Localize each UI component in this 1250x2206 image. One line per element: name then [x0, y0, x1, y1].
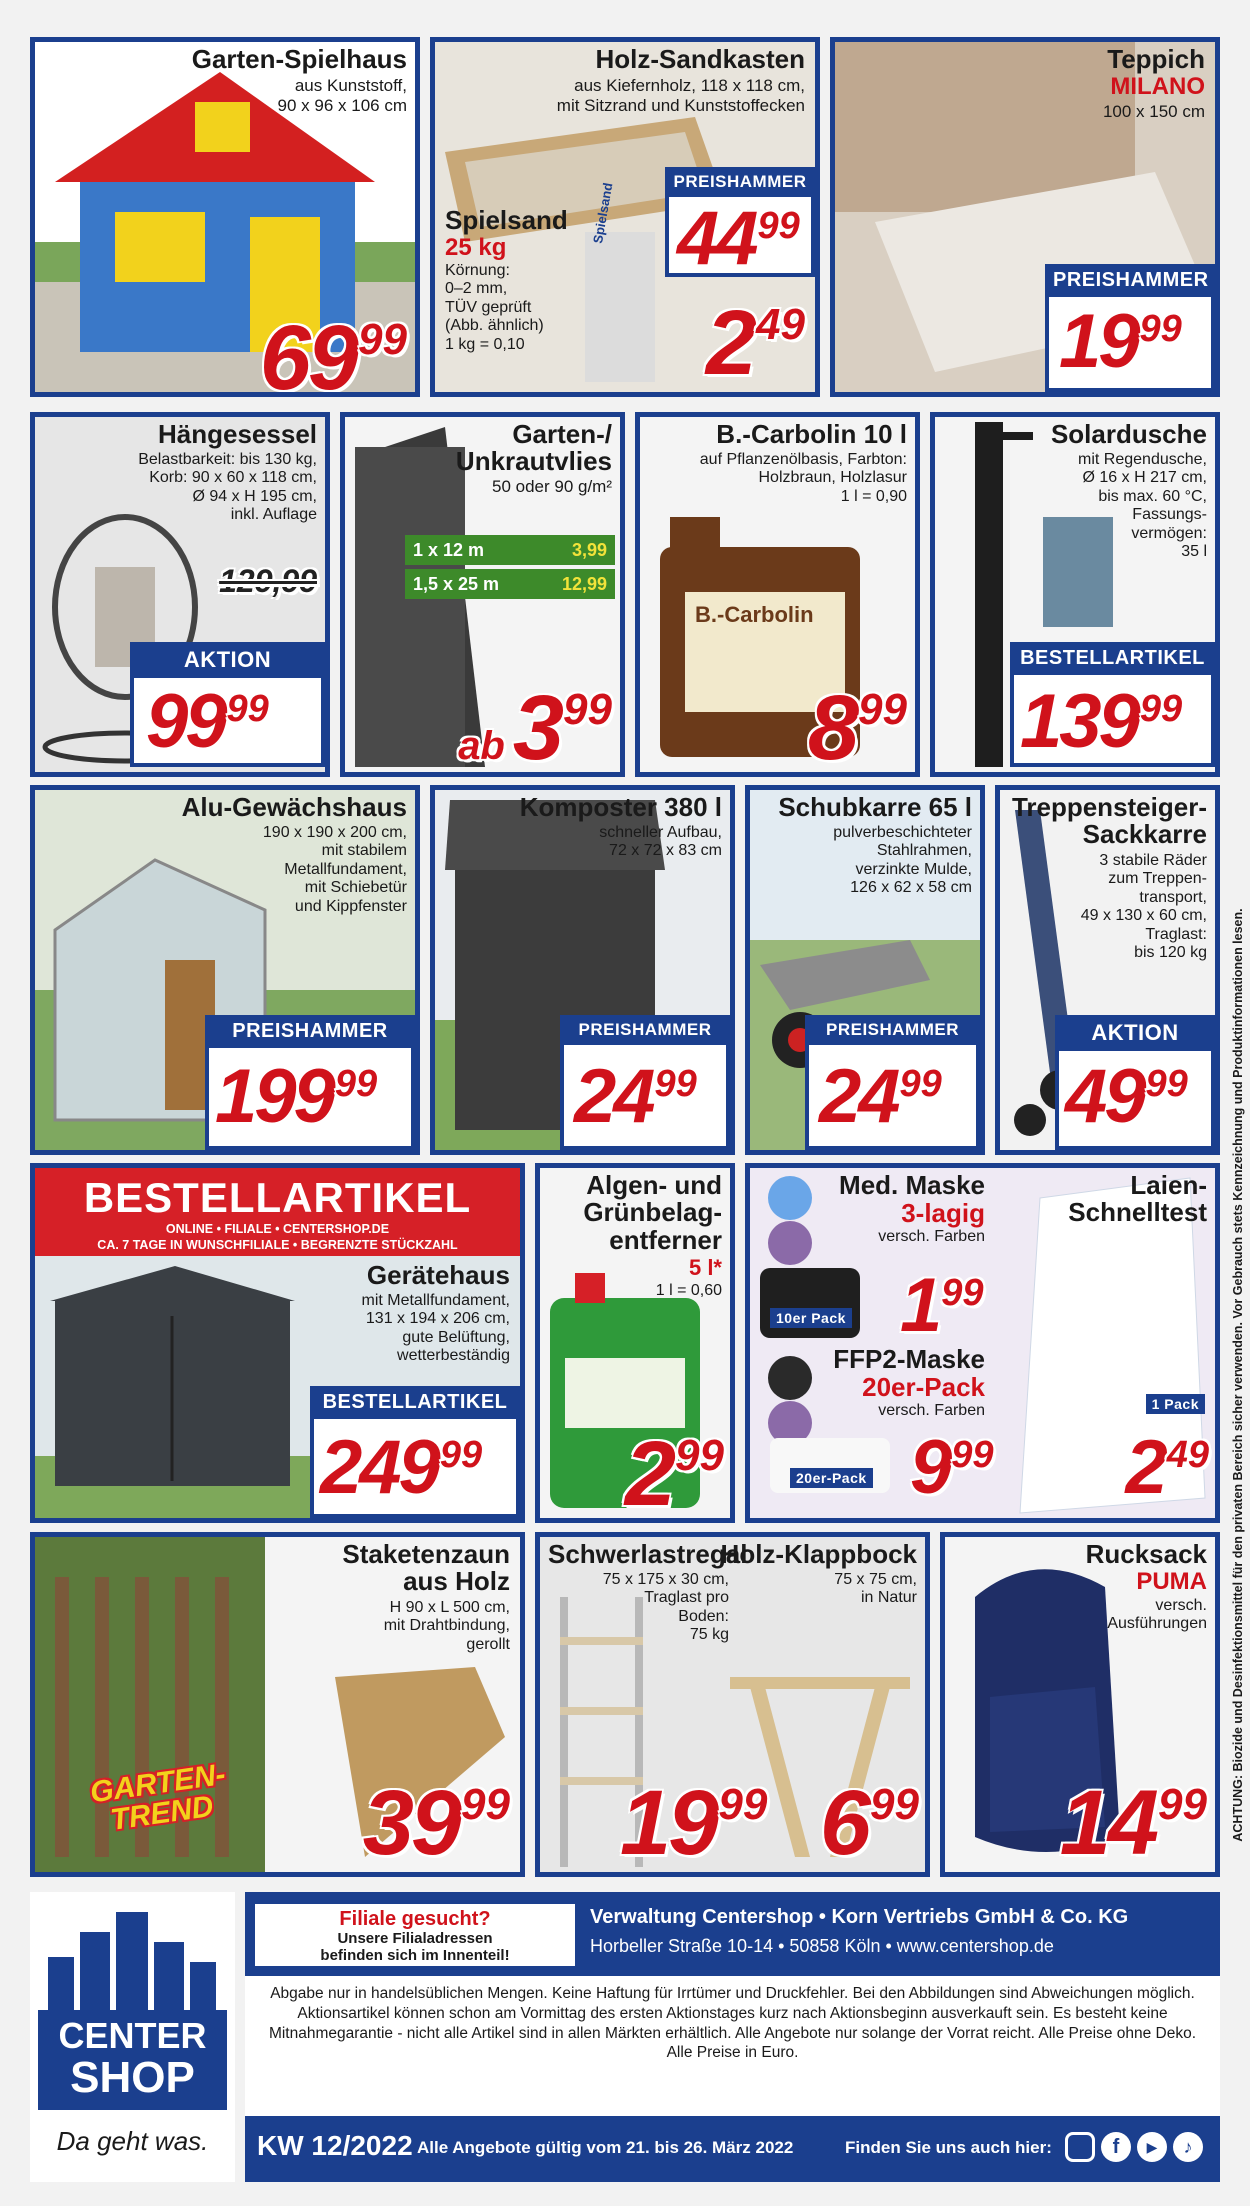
rucksack-brand: PUMA [1136, 1568, 1207, 1595]
solardusche-title: Solardusche [1050, 419, 1207, 449]
carbolin-desc: auf Pflanzenölbasis, Farbton: Holzbraun, Holzlasur 1 l = 0,90 [699, 451, 907, 505]
product-spielhaus[interactable] [30, 37, 420, 397]
schubkarre-badge: PREISHAMMER [805, 1015, 980, 1045]
sandkasten-badge: PREISHAMMER [665, 167, 815, 197]
maske-desc: versch. Farben [878, 1228, 985, 1245]
unkrautvlies-title: Garten-/ Unkrautvlies [455, 419, 612, 477]
schnelltest-pack: 1 Pack [1146, 1394, 1205, 1414]
product-haengesessel[interactable] [30, 412, 330, 777]
legal-text: Abgabe nur in handelsüblichen Mengen. Keine Haftung für Irrtümer und Druckfehler. Bei den Abbildungen sind Abweichungen möglich. Aktionsartikel können schon am Vormittag des ersten Aktionstages kurz nach Aktionsbeginn ausverkauft sein. Es besteht keine Mitnahmegarantie - nicht alle Artikel sind in allen Märkten erhältlich. Alle Angebote nur solange der Vorrat reicht. Alle Preise ohne Deko. Alle Preise in Euro. [245, 1976, 1220, 2116]
product-regal-klappbock[interactable] [535, 1532, 930, 1877]
facebook-icon[interactable]: f [1101, 2132, 1131, 2162]
regal-desc: 75 x 175 x 30 cm, Traglast pro Boden: 75 kg [602, 1571, 729, 1644]
geraetehaus-badge: BESTELLARTIKEL [310, 1386, 520, 1419]
spielsand-price: 249 [705, 292, 805, 394]
haengesessel-badge: AKTION [130, 642, 325, 678]
product-algen[interactable] [535, 1163, 735, 1523]
side-disclaimer-text: ACHTUNG: Biozide und Desinfektionsmittel für den privaten Bereich sicher verwenden. Vor Gebrauch stets Kennzeichnung und Produktinformationen lesen. [1231, 908, 1245, 1842]
side-disclaimer [1228, 600, 1248, 2150]
filiale-box[interactable] [255, 1904, 575, 1966]
spielsand-title: Spielsand [445, 205, 568, 235]
product-masken[interactable] [745, 1163, 1220, 1523]
spielsand-bag-label: Spielsand [590, 181, 616, 245]
ffp2-pack: 20er-Pack [790, 1468, 873, 1488]
teppich-desc: 100 x 150 cm [1102, 102, 1205, 121]
unkrautvlies-desc: 50 oder 90 g/m² [491, 477, 612, 496]
schubkarre-title: Schubkarre 65 l [778, 792, 972, 822]
carbolin-price: 899 [807, 677, 907, 777]
komposter-badge: PREISHAMMER [560, 1015, 730, 1045]
address-line: Horbeller Straße 10-14 • 50858 Köln • www.centershop.de [590, 1936, 1054, 1956]
carbolin-can-label: B.-Carbolin [695, 602, 814, 627]
teppich-pricebox [1045, 264, 1215, 392]
product-sackkarre[interactable] [995, 785, 1220, 1155]
algen-price: 299 [624, 1423, 724, 1523]
ffp2-pack-title: 20er-Pack [862, 1372, 985, 1402]
komposter-pricebox [560, 1015, 730, 1150]
rucksack-desc: versch. Ausführungen [1107, 1597, 1207, 1633]
gewaechshaus-title: Alu-Gewächshaus [181, 792, 407, 822]
haengesessel-pricebox [130, 642, 325, 767]
product-gewaechshaus[interactable] [30, 785, 420, 1155]
filiale-title: Filiale gesucht? [339, 1908, 491, 1930]
logo-line1: CENTER [58, 2015, 207, 2056]
geraetehaus-pricebox [310, 1386, 520, 1518]
centershop-logo-skyline-icon [30, 1902, 235, 2022]
teppich-title: Teppich [1107, 44, 1205, 74]
algen-desc: 1 l = 0,60 [655, 1282, 722, 1299]
validity: Alle Angebote gültig vom 21. bis 26. März 2022 [417, 2138, 794, 2157]
centershop-logo [38, 2010, 227, 2110]
staketenzaun-desc: H 90 x L 500 cm, mit Drahtbindung, gerollt [383, 1599, 510, 1653]
footer-info [245, 1892, 1220, 2182]
youtube-icon[interactable]: ▶ [1137, 2132, 1167, 2162]
haengesessel-old-price: 129,99 [219, 563, 317, 599]
teppich-badge: PREISHAMMER [1045, 264, 1215, 297]
schubkarre-pricebox [805, 1015, 980, 1150]
filiale-text: Unsere Filialadressen befinden sich im Innenteil! [320, 1930, 510, 1964]
spielhaus-price: 6999 [259, 307, 407, 397]
geraetehaus-header [35, 1168, 520, 1256]
teppich-price: 1999 [1059, 299, 1182, 384]
rucksack-title: Rucksack [1085, 1539, 1207, 1569]
solardusche-price: 13999 [1020, 679, 1183, 764]
sackkarre-title: Treppensteiger- Sackkarre [1011, 792, 1207, 850]
schubkarre-desc: pulverbeschichteter Stahlrahmen, verzinkte Mulde, 126 x 62 x 58 cm [833, 824, 972, 897]
sandkasten-pricebox [665, 167, 815, 281]
footer-logo-area [30, 1892, 235, 2182]
solardusche-badge: BESTELLARTIKEL [1010, 642, 1215, 675]
unkrautvlies-price: ab399 [458, 677, 612, 777]
haengesessel-title: Hängesessel [158, 419, 317, 449]
garten-trend-stamp: GARTEN- TREND [88, 1757, 228, 1837]
company-line: Verwaltung Centershop • Korn Vertriebs GmbH & Co. KG [590, 1906, 1129, 1928]
ffp2-desc: versch. Farben [878, 1402, 985, 1419]
algen-title: Algen- und Grünbelag- entferner [583, 1170, 722, 1255]
algen-volume: 5 l* [688, 1255, 722, 1280]
gewaechshaus-pricebox [205, 1015, 415, 1150]
product-rucksack[interactable] [940, 1532, 1220, 1877]
carbolin-title: B.-Carbolin 10 l [716, 419, 907, 449]
slogan: Da geht was. [56, 2126, 209, 2156]
klappbock-desc: 75 x 75 cm, in Natur [834, 1571, 917, 1607]
solardusche-pricebox [1010, 642, 1215, 767]
gewaechshaus-badge: PREISHAMMER [205, 1015, 415, 1048]
unkrautvlies-size-2: 1,5 x 25 m 12,99 [405, 569, 615, 599]
staketenzaun-price: 3999 [362, 1772, 510, 1874]
komposter-title: Komposter 380 l [519, 792, 722, 822]
geraetehaus-header-sub: ONLINE • FILIALE • CENTERSHOP.DE CA. 7 TAGE IN WUNSCHFILIALE • BEGRENZTE STÜCKZAHL [97, 1222, 458, 1252]
product-carbolin[interactable] [635, 412, 920, 777]
klappbock-price: 699 [819, 1772, 919, 1874]
product-staketenzaun[interactable] [30, 1532, 525, 1877]
schnelltest-price: 249 [1125, 1425, 1209, 1510]
komposter-price: 2499 [574, 1054, 697, 1139]
unkrautvlies-size-1: 1 x 12 m 3,99 [405, 535, 615, 565]
sackkarre-desc: 3 stabile Räder zum Treppen- transport, 49 x 130 x 60 cm, Traglast: bis 120 kg [1080, 852, 1207, 961]
product-unkrautvlies[interactable] [340, 412, 625, 777]
regal-title: Schwerlastregal [548, 1539, 748, 1569]
product-komposter[interactable] [430, 785, 735, 1155]
product-geraetehaus[interactable] [30, 1163, 525, 1523]
geraetehaus-desc: mit Metallfundament, 131 x 194 x 206 cm, gute Belüftung, wetterbeständig [361, 1292, 510, 1365]
sandkasten-price: 4499 [677, 196, 800, 281]
sackkarre-badge: AKTION [1055, 1015, 1215, 1051]
haengesessel-price: 9999 [146, 679, 269, 764]
product-sandkasten[interactable] [430, 37, 820, 397]
product-schubkarre[interactable] [745, 785, 985, 1155]
geraetehaus-price: 24999 [320, 1425, 483, 1510]
solardusche-desc: mit Regendusche, Ø 16 x H 217 cm, bis max. 60 °C, Fassungs- vermögen: 35 l [1078, 451, 1207, 560]
geraetehaus-header-title: BESTELLARTIKEL [83, 1174, 472, 1221]
maske-title: Med. Maske [839, 1170, 985, 1200]
instagram-icon[interactable] [1065, 2132, 1095, 2162]
tiktok-icon[interactable]: ♪ [1173, 2132, 1203, 2162]
sandkasten-title: Holz-Sandkasten [595, 44, 805, 74]
gewaechshaus-price: 19999 [215, 1054, 378, 1139]
spielhaus-title: Garten-Spielhaus [191, 44, 407, 74]
social-icons [1065, 2132, 1203, 2162]
gewaechshaus-desc: 190 x 190 x 200 cm, mit stabilem Metallfundament, mit Schiebetür und Kippfenster [262, 824, 407, 915]
haengesessel-desc: Belastbarkeit: bis 130 kg, Korb: 90 x 60 x 118 cm, Ø 94 x H 195 cm, inkl. Auflage [138, 451, 317, 524]
social-label: Finden Sie uns auch hier: [845, 2138, 1052, 2157]
kw-label: KW 12/2022 [257, 2130, 413, 2161]
ffp2-title: FFP2-Maske [833, 1344, 985, 1374]
klappbock-title: Holz-Klappbock [720, 1539, 917, 1569]
rucksack-price: 1499 [1059, 1772, 1207, 1874]
product-teppich[interactable] [830, 37, 1220, 397]
teppich-brand: MILANO [1110, 73, 1205, 100]
maske-pack: 10er Pack [770, 1308, 852, 1328]
maske-price: 199 [900, 1263, 984, 1348]
spielsand-desc: Körnung: 0–2 mm, TÜV geprüft (Abb. ähnlich) 1 kg = 0,10 [445, 262, 544, 353]
sackkarre-price: 4999 [1065, 1054, 1188, 1139]
spielhaus-desc: aus Kunststoff, 90 x 96 x 106 cm [277, 76, 407, 115]
product-solardusche[interactable] [930, 412, 1220, 777]
geraetehaus-title: Gerätehaus [366, 1260, 510, 1290]
komposter-desc: schneller Aufbau, 72 x 72 x 83 cm [599, 824, 722, 860]
spielsand-weight: 25 kg [445, 234, 507, 261]
schubkarre-price: 2499 [819, 1054, 942, 1139]
sackkarre-pricebox [1055, 1015, 1215, 1150]
logo-line2: SHOP [70, 2052, 195, 2102]
ffp2-price: 999 [910, 1425, 994, 1510]
regal-price: 1999 [620, 1772, 768, 1874]
schnelltest-title: Laien- Schnelltest [1068, 1170, 1207, 1228]
maske-ply: 3-lagig [901, 1198, 985, 1228]
sandkasten-desc: aus Kiefernholz, 118 x 118 cm, mit Sitzrand und Kunststoffecken [556, 76, 805, 115]
staketenzaun-title: Staketenzaun aus Holz [342, 1539, 510, 1597]
